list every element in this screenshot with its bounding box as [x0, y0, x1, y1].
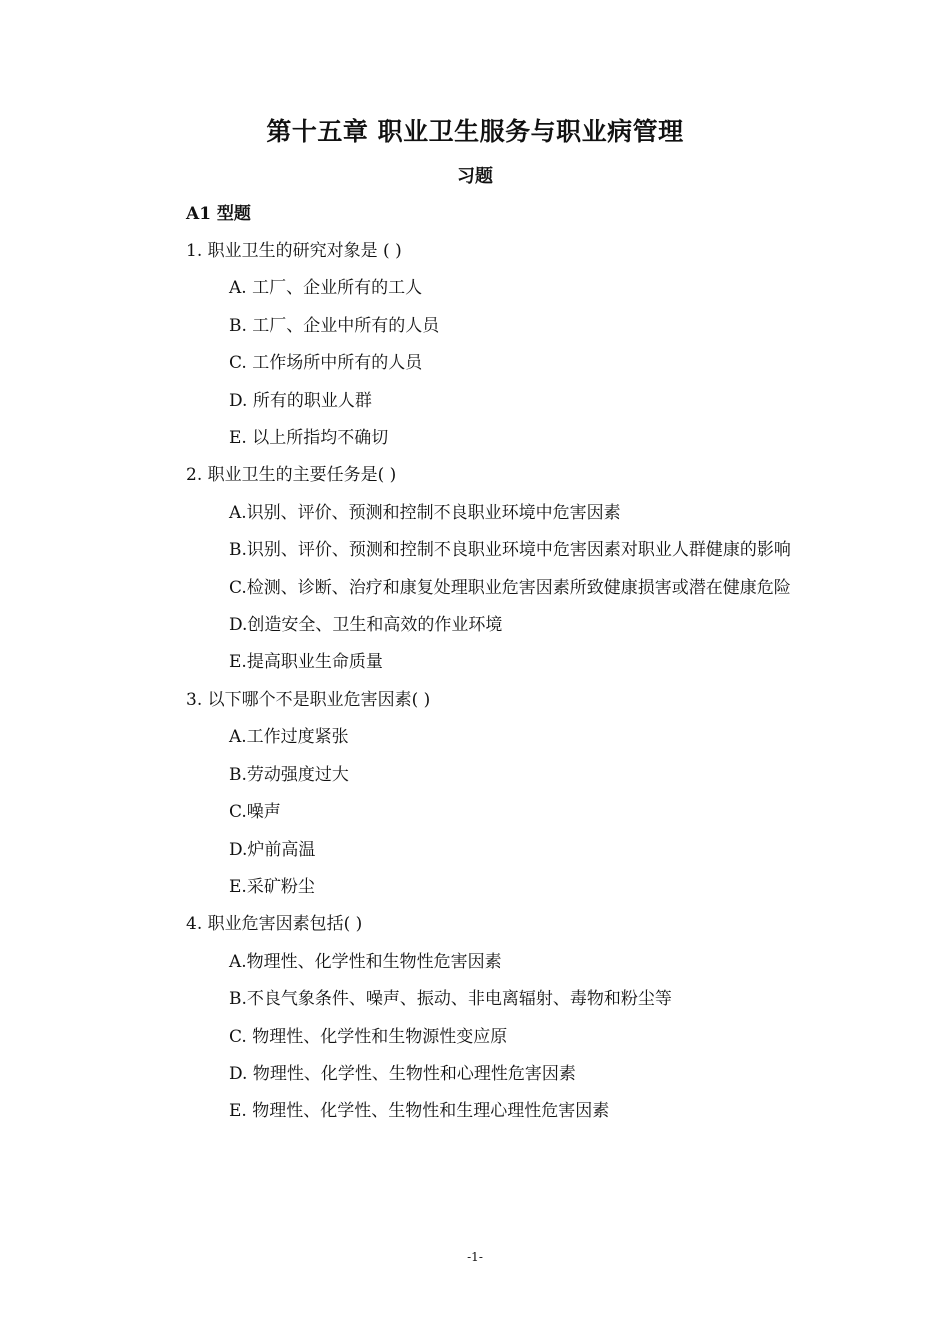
option-a: A.识别、评价、预测和控制不良职业环境中危害因素 — [229, 502, 621, 523]
option-e: E. 物理性、化学性、生物性和生理心理性危害因素 — [229, 1101, 610, 1122]
question-1 — [186, 233, 826, 457]
option-e: E.提高职业生命质量 — [229, 652, 383, 673]
question-2 — [186, 457, 826, 681]
option-c: C.检测、诊断、治疗和康复处理职业危害因素所致健康损害或潜在健康危险 — [229, 577, 791, 598]
option-d: D.炉前高温 — [229, 839, 316, 860]
question-stem: 2. 职业卫生的主要任务是( ) — [186, 465, 397, 486]
option-c: C. 工作场所中所有的人员 — [229, 353, 423, 374]
question-list — [186, 233, 826, 1131]
option-b: B.劳动强度过大 — [229, 764, 349, 785]
section-label: A1 型题 — [186, 204, 251, 224]
option-d: D.创造安全、卫生和高效的作业环境 — [229, 615, 503, 636]
subtitle: 习题 — [457, 166, 493, 187]
question-4 — [186, 906, 826, 1130]
option-e: E.采矿粉尘 — [229, 876, 315, 897]
option-b: B.识别、评价、预测和控制不良职业环境中危害因素对职业人群健康的影响 — [229, 540, 791, 561]
option-c: C.噪声 — [229, 802, 281, 823]
option-d: D. 物理性、化学性、生物性和心理性危害因素 — [229, 1063, 576, 1084]
option-b: B. 工厂、企业中所有的人员 — [229, 315, 440, 336]
chapter-title: 第十五章 职业卫生服务与职业病管理 — [266, 117, 684, 146]
option-d: D. 所有的职业人群 — [229, 390, 372, 411]
question-stem: 1. 职业卫生的研究对象是 ( ) — [186, 241, 402, 261]
question-stem: 3. 以下哪个不是职业危害因素( ) — [186, 689, 431, 710]
option-b: B.不良气象条件、噪声、振动、非电离辐射、毒物和粉尘等 — [229, 989, 672, 1010]
option-c: C. 物理性、化学性和生物源性变应原 — [229, 1026, 508, 1047]
page-number: -1- — [467, 1250, 483, 1264]
option-a: A. 工厂、企业所有的工人 — [229, 278, 423, 299]
question-3 — [186, 682, 826, 906]
option-a: A.物理性、化学性和生物性危害因素 — [229, 951, 502, 972]
option-e: E. 以上所指均不确切 — [229, 428, 389, 449]
option-a: A.工作过度紧张 — [229, 727, 349, 748]
question-stem: 4. 职业危害因素包括( ) — [186, 914, 363, 935]
